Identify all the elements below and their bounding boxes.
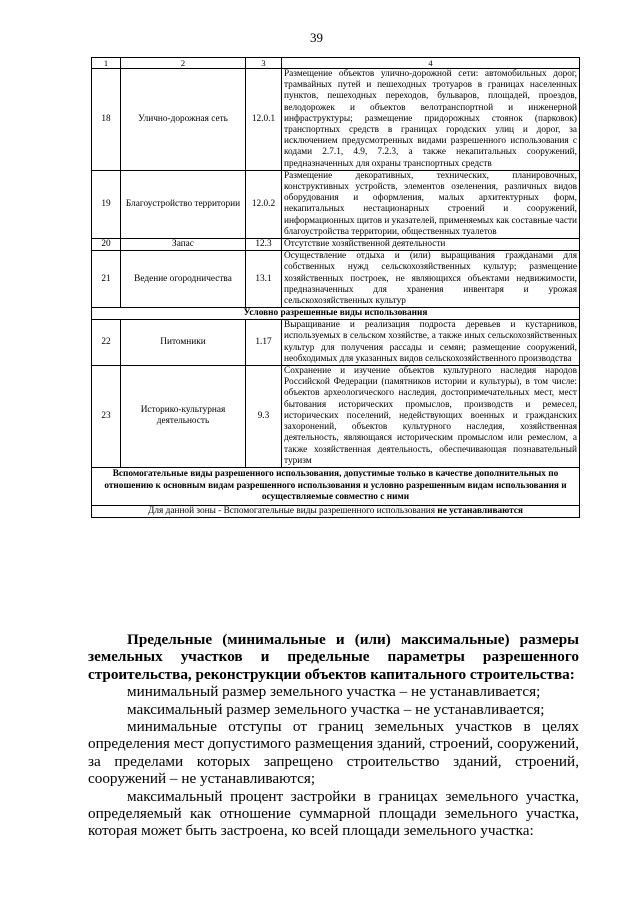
table-row [92, 239, 580, 251]
use-type-name: Историко-культурная деятельность [121, 366, 246, 468]
use-type-description: Отсутствие хозяйственной деятельности [282, 239, 580, 251]
use-type-description: Осуществление отдыха и (или) выращивания гражданами для собственных нужд сельскохозяйственных культур; размещение хозяйственных построек, не являющихся объектами недвижимости, предназначенных для хранения инвентаря и урожая сельскохозяйственных культур [282, 251, 580, 308]
row-number: 20 [92, 239, 121, 251]
row-number: 19 [92, 170, 121, 238]
table-row [92, 69, 580, 171]
use-type-code: 13.1 [246, 251, 282, 308]
table-row [92, 170, 580, 238]
zone-note-row [92, 505, 580, 517]
use-type-code: 12.0.2 [246, 170, 282, 238]
use-type-name: Благоустройство территории [121, 170, 246, 238]
column-header: 2 [121, 58, 246, 69]
paragraph: максимальный размер земельного участка – не устанавливается; [127, 700, 545, 718]
land-use-table [91, 57, 580, 518]
use-type-code: 9.3 [246, 366, 282, 468]
section-heading-row [92, 308, 580, 320]
paragraph: минимальный размер земельного участка – не устанавливается; [127, 683, 541, 701]
use-type-description: Сохранение и изучение объектов культурного наследия народов Российской Федерации (памятников истории и культуры), в том числе: объектов археологического наследия, достопримечательных мест, мест бытования исторических промыслов, производств и ремесел, исторических поселений, недействующих военных и гражданских захоронений, объектов культурного наследия, хозяйственная деятельность, являющаяся историческим промыслом или ремеслом, а также хозяйственная деятельность, обеспечивающая познавательный туризм [282, 366, 580, 468]
use-type-code: 1.17 [246, 320, 282, 366]
paragraph: максимальный процент застройки в границах земельного участка, определяемый как отношение суммарной площади земельного участка, которая может быть застроена, ко всей площади земельного участка: [88, 787, 579, 840]
paragraph: минимальные отступы от границ земельных участков в целях определения мест допустимого размещения зданий, строений, сооружений, за пределами которых запрещено строительство зданий, строений, сооружений – не устанавливаются; [88, 718, 579, 788]
zone-note-text: Для данной зоны - Вспомогательные виды разрешенного использования [148, 505, 438, 516]
body-text [88, 631, 579, 840]
use-type-name: Улично-дорожная сеть [121, 69, 246, 171]
table-header-row [92, 58, 580, 69]
table-row [92, 251, 580, 308]
section-heading-conditional: Условно разрешенные виды использования [92, 308, 580, 320]
aux-heading-row [92, 467, 580, 505]
use-type-description: Размещение объектов улично-дорожной сети: автомобильных дорог, трамвайных путей и пешеходных тротуаров в границах населенных пунктов, пешеходных переходов, бульваров, площадей, проездов, велодорожек и объектов велотранспортной и инженерной инфраструктуры; размещение придорожных стоянок (парковок) транспортных средств в границах городских улиц и дорог, за исключением предусмотренных видами разрешенного использования с кодами 2.7.1, 4.9, 7.2.3, а также некапитальных сооружений, предназначенных для охраны транспортных средств [282, 69, 580, 171]
use-type-code: 12.3 [246, 239, 282, 251]
use-type-description: Выращивание и реализация подроста деревьев и кустарников, используемых в сельском хозяйстве, а также иных сельскохозяйственных культур для получения рассады и семян; размещение сооружений, необходимых для указанных видов сельскохозяйственного производства [282, 320, 580, 366]
use-type-code: 12.0.1 [246, 69, 282, 171]
page-number: 39 [310, 30, 323, 45]
table-row [92, 366, 580, 468]
use-type-name: Ведение огородничества [121, 251, 246, 308]
row-number: 18 [92, 69, 121, 171]
section-heading-auxiliary: Вспомогательные виды разрешенного использования, допустимые только в качестве дополнительных по отношению к основным видам разрешенного использования и условно разрешенным видам использования и осуществляемые совместно с ними [92, 467, 580, 505]
row-number: 23 [92, 366, 121, 468]
column-header: 1 [92, 58, 121, 69]
use-type-name: Запас [121, 239, 246, 251]
zone-note [92, 505, 580, 517]
use-type-name: Питомники [121, 320, 246, 366]
column-header: 4 [282, 58, 580, 69]
row-number: 21 [92, 251, 121, 308]
column-header: 3 [246, 58, 282, 69]
row-number: 22 [92, 320, 121, 366]
section-heading: Предельные (минимальные и (или) максимальные) размеры земельных участков и предельные параметры разрешенного строительства, реконструкции объектов капитального строительства: [88, 631, 579, 683]
table-row [92, 320, 580, 366]
zone-note-bold: не устанавливаются [437, 505, 523, 516]
use-type-description: Размещение декоративных, технических, планировочных, конструктивных устройств, элементов озеленения, различных видов оборудования и оформления, малых архитектурных форм, некапитальных нестационарных строений и сооружений, информационных щитов и указателей, применяемых как составные части благоустройства территории, общественных туалетов [282, 170, 580, 238]
